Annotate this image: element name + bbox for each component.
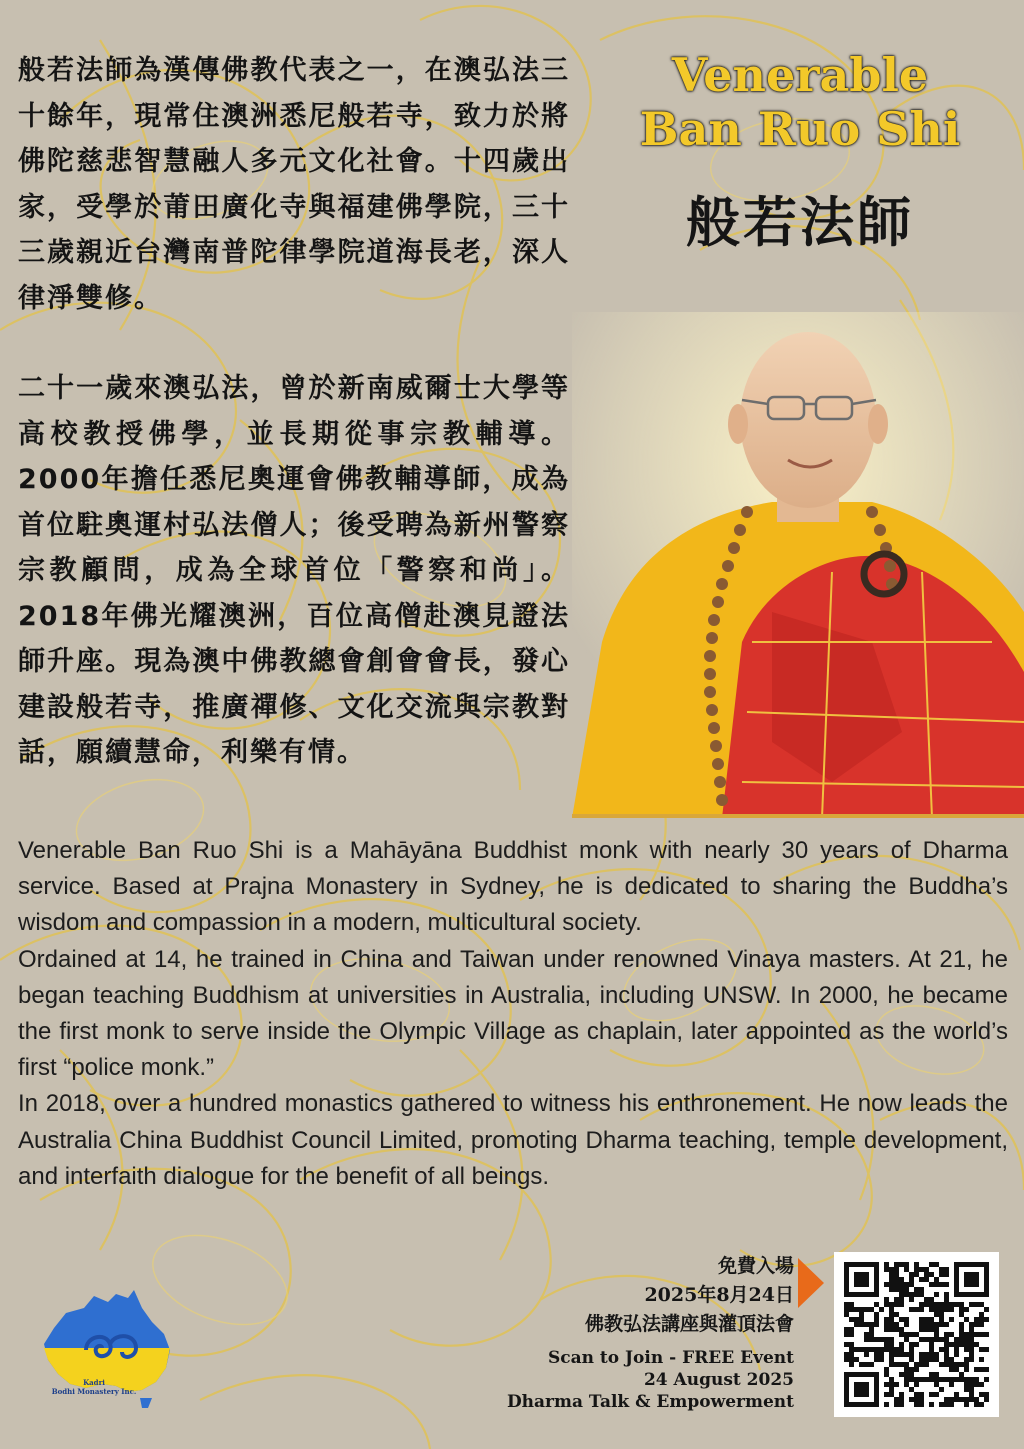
logo-text-line-1: Kadri	[83, 1378, 105, 1387]
english-bio-paragraph-2: Ordained at 14, he trained in China and Taiwan under renowned Vinaya masters. At 21, he began teaching Buddhism at universities in Australia, including UNSW. In 2000, he became the first monk to serve inside the Olympic Village as chaplain, later appointed as the world’s first “police monk.”	[18, 945, 1008, 1082]
event-date-zh: 2025年8月24日	[644, 1284, 794, 1306]
english-bio	[18, 833, 1008, 1195]
qr-code-pattern	[834, 1252, 999, 1417]
english-bio-paragraph-3: In 2018, over a hundred monastics gathered to witness his enthronement. He now leads the Australia China Buddhist Council Limited, promoting Dharma teaching, temple development, and interfaith dialogue for the benefit of all beings.	[18, 1090, 1008, 1190]
chinese-bio-paragraph-1: 般若法師為漢傳佛教代表之一，在澳弘法三十餘年，現常住澳洲悉尼般若寺，致力於將佛陀慈悲智慧融人多元文化社會。十四歲出家，受學於莆田廣化寺與福建佛學院，三十三歲親近台灣南普陀律學院道海長老，深人律淨雙修。	[18, 55, 570, 314]
title-chinese: 般若法師	[686, 191, 914, 254]
english-bio-paragraph-1: Venerable Ban Ruo Shi is a Mahāyāna Buddhist monk with nearly 30 years of Dharma service. Based at Prajna Monastery in Sydney, he is dedicated to sharing the Buddha’s wisdom and compassion in a modern, multicultural society.	[18, 837, 1008, 937]
arrow-right-icon	[798, 1258, 824, 1308]
event-name-zh: 佛教弘法講座與灌頂法會	[584, 1313, 794, 1335]
title-line-1: Venerable	[671, 48, 929, 102]
event-info	[507, 1252, 794, 1413]
qr-code[interactable]	[834, 1252, 999, 1417]
event-name-en: Dharma Talk & Empowerment	[506, 1392, 794, 1412]
event-free-entry-zh: 免費入場	[717, 1255, 794, 1277]
event-scan-free-en: Scan to Join - FREE Event	[547, 1348, 794, 1368]
monk-portrait-image	[572, 312, 1024, 818]
title-line-2: Ban Ruo Shi	[639, 102, 961, 156]
chinese-bio-paragraph-2: 二十一歲來澳弘法，曾於新南威爾士大學等高校教授佛學，並長期從事宗教輔導。2000年擔任悉尼奧運會佛教輔導師，成為首位駐奧運村弘法僧人；後受聘為新州警察宗教顧問，成為全球首位「警察和尚」。2018年佛光耀澳洲，百位高僧赴澳見證法師升座。現為澳中佛教總會創會會長，發心建設般若寺，推廣禪修、文化交流與宗教對話，願續慧命，利樂有情。	[18, 373, 570, 768]
title-english	[590, 48, 1010, 156]
event-date-en: 24 August 2025	[643, 1370, 794, 1390]
logo-text	[44, 1378, 144, 1396]
logo-text-line-2: Bodhi Monastery Inc.	[51, 1387, 137, 1396]
